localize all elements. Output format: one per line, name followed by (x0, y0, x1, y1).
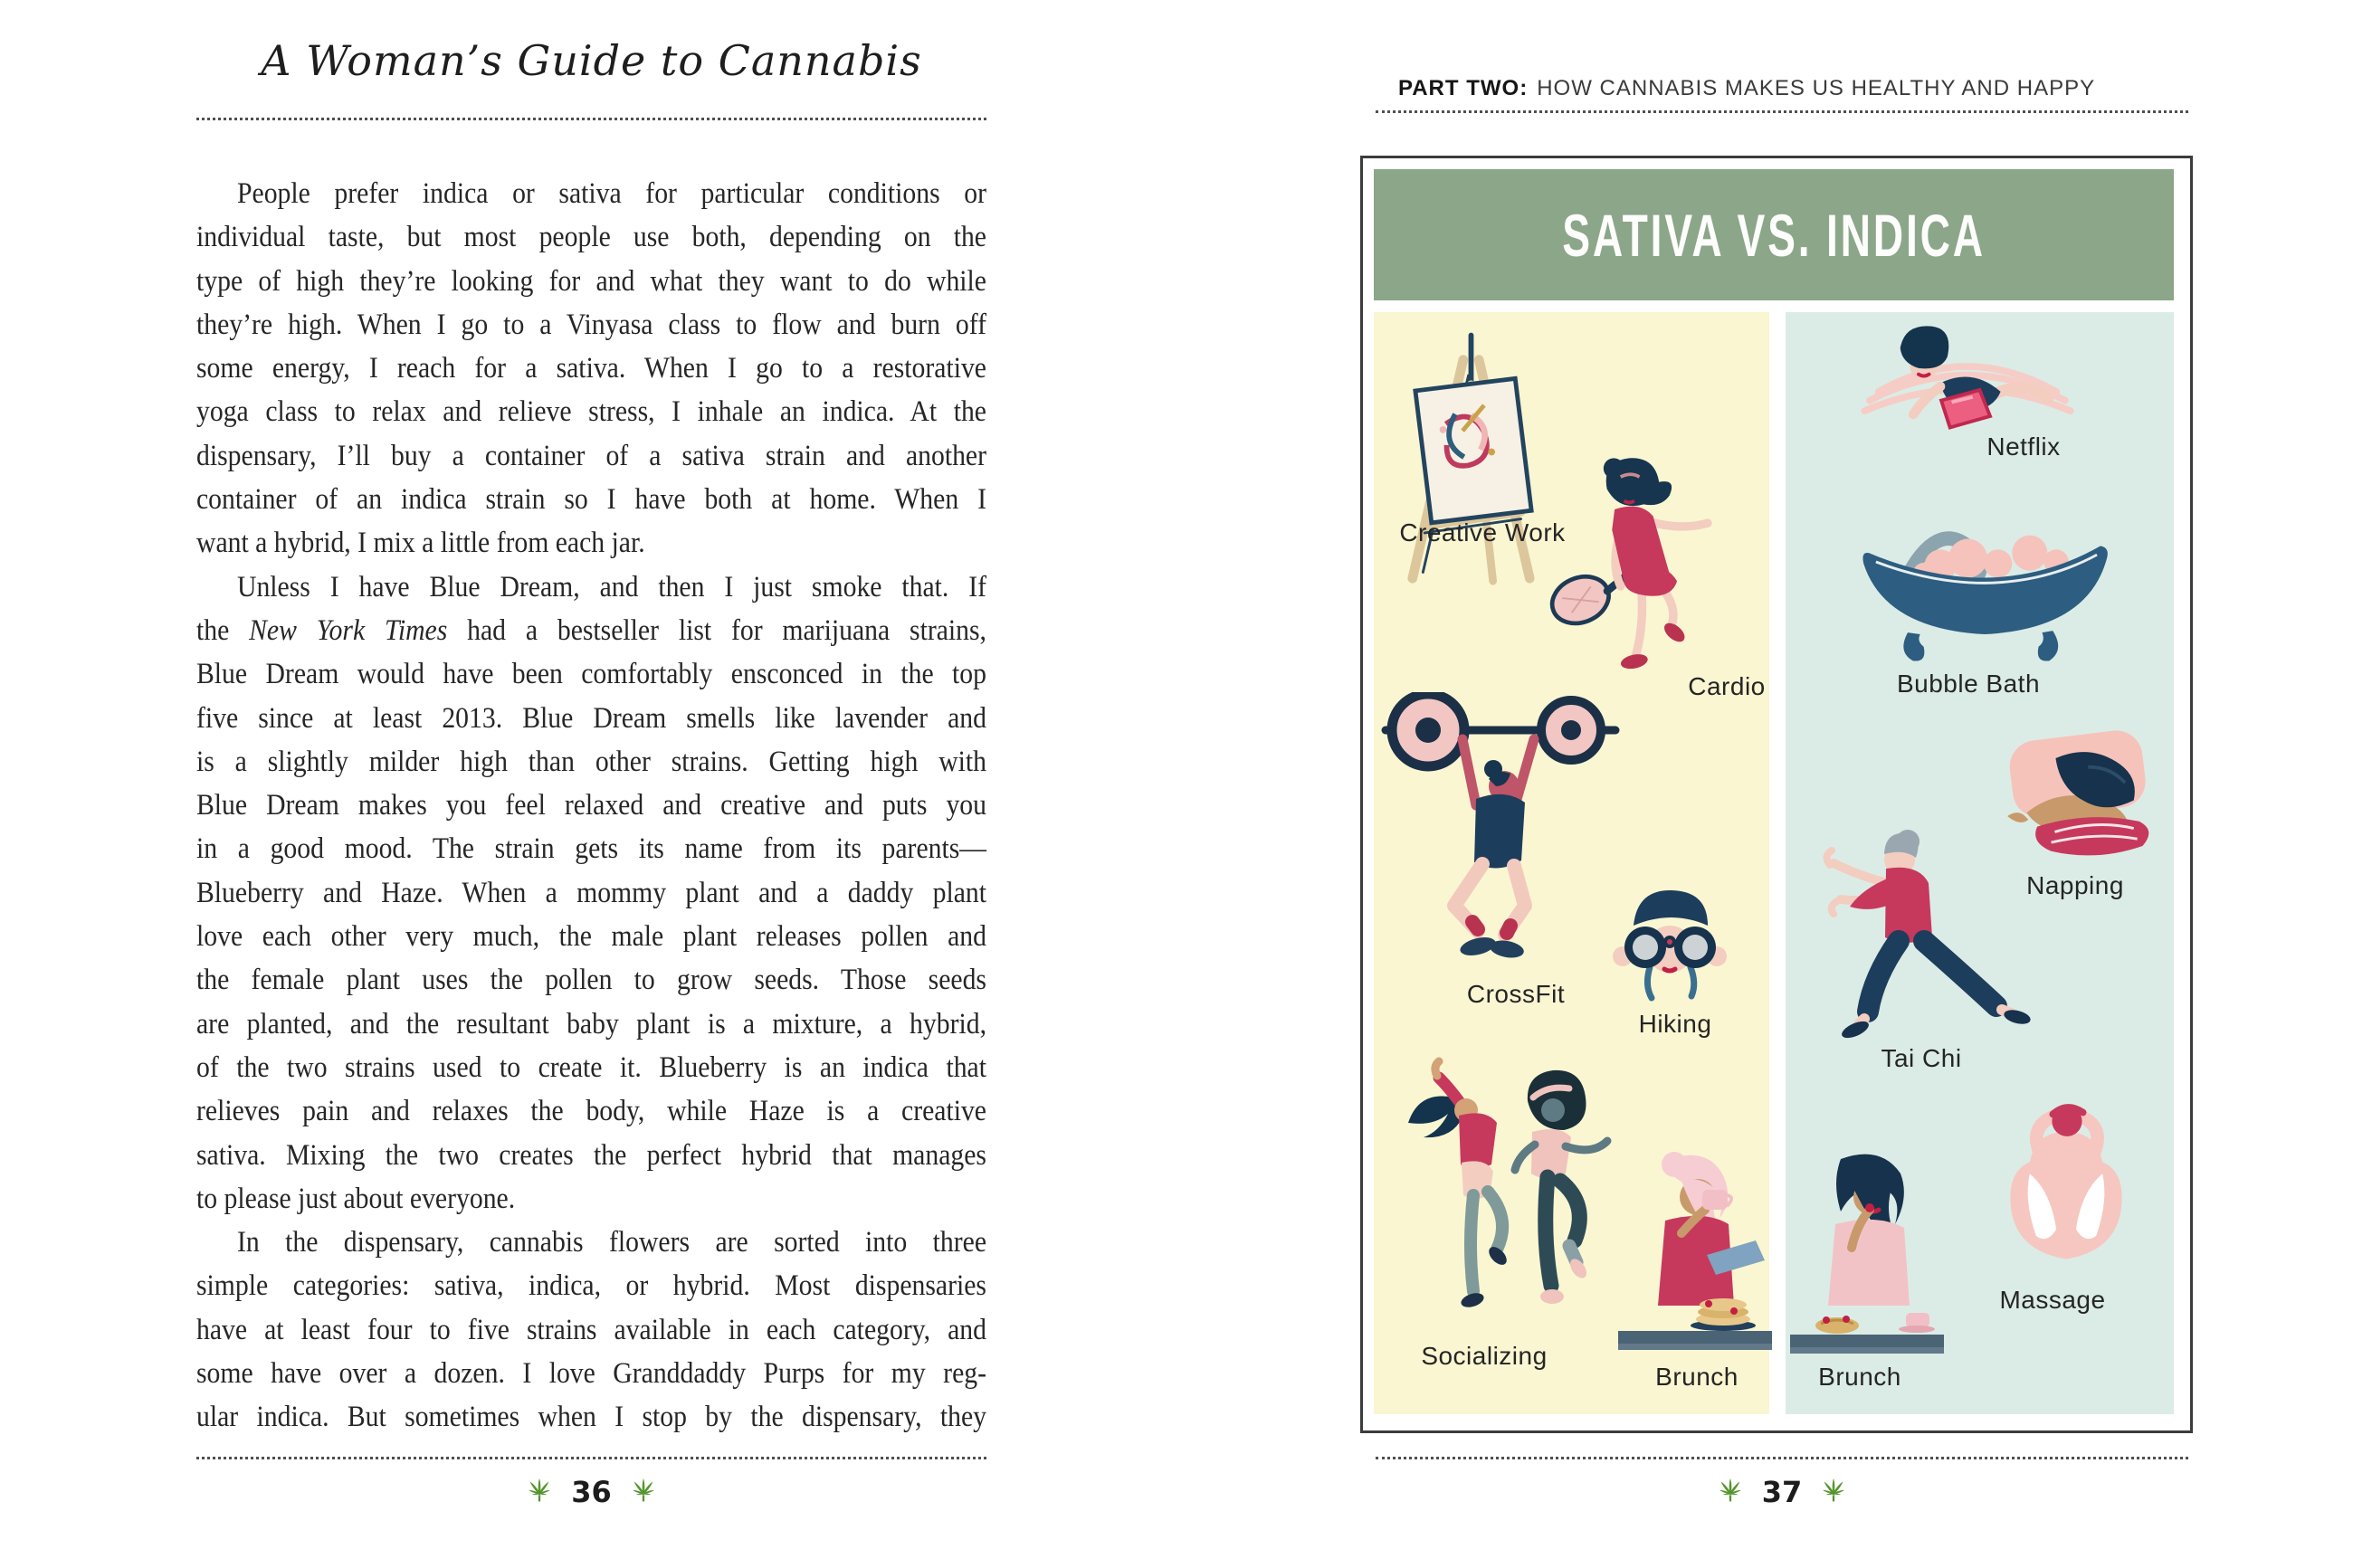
cardio-illustration (1537, 448, 1727, 679)
text-line: container of an indica strain so I have both at home. When I (196, 483, 986, 517)
text-line: the female plant uses the pollen to grow seeds. Those seeds (196, 964, 986, 997)
text-line: some have over a dozen. I love Granddaddy Purps for my reg- (196, 1357, 986, 1391)
body-text (196, 172, 986, 1440)
cardio-label: Cardio (1688, 672, 1766, 700)
left-page-number: 36 (571, 1475, 612, 1509)
cannabis-leaf-icon (1820, 1478, 1847, 1506)
text-line: love each other very much, the male plant releases pollen and (196, 920, 986, 954)
massage-label: Massage (1999, 1286, 2106, 1314)
text-line: some energy, I reach for a sativa. When I go to a restorative (196, 352, 986, 385)
text-line: of the two strains used to create it. Blueberry is an indica that (196, 1050, 986, 1084)
text-line: want a hybrid, I mix a little from each jar. (196, 527, 645, 560)
hiking-label: Hiking (1638, 1010, 1712, 1038)
netflix-label: Netflix (1986, 432, 2061, 461)
text-line: type of high they’re looking for and what they want to do while (196, 264, 986, 298)
brunch-indica-label: Brunch (1818, 1363, 1901, 1391)
socializing-label: Socializing (1421, 1342, 1548, 1370)
text-line: In the dispensary, cannabis flowers are sorted into three (237, 1226, 986, 1259)
text-line: dispensary, I’ll buy a container of a sativa strain and another (196, 439, 986, 472)
napping-label: Napping (2026, 871, 2124, 899)
text-line: Unless I have Blue Dream, and then I just smoke that. If (237, 570, 986, 603)
text-line: the New York Times had a bestseller list for marijuana strains, (196, 613, 986, 647)
brunch-sativa-label: Brunch (1655, 1363, 1739, 1391)
text-line: are planted, and the resultant baby plant is a mixture, a hybrid, (196, 1007, 986, 1041)
tai-chi-label: Tai Chi (1881, 1044, 1962, 1072)
infographic-columns (1374, 312, 2174, 1414)
part-label: PART TWO: (1398, 76, 1529, 100)
right-footer-rule (1376, 1457, 2188, 1459)
right-page-footer (1376, 1475, 2188, 1509)
text-line: sativa. Mixing the two creates the perfect hybrid that manages (196, 1138, 986, 1172)
left-page-footer (196, 1475, 986, 1509)
text-line: in a good mood. The strain gets its name from its parents— (196, 832, 986, 866)
text-line: relieves pain and relaxes the body, while Haze is a creative (196, 1095, 986, 1128)
right-running-head (1398, 76, 2213, 101)
right-page-number: 37 (1761, 1475, 1803, 1509)
text-line: Blue Dream makes you feel relaxed and creative and puts you (196, 789, 986, 822)
text-line: individual taste, but most people use both, depending on the (196, 221, 986, 254)
infographic (1360, 156, 2193, 1433)
hiking-illustration (1605, 882, 1736, 1004)
left-footer-rule (196, 1457, 986, 1459)
massage-illustration (1989, 1095, 2143, 1280)
text-line: they’re high. When I go to a Vinyasa class to flow and burn off (196, 308, 986, 341)
netflix-illustration (1853, 317, 2080, 439)
brunch-indica-illustration (1790, 1145, 1944, 1362)
text-line: Blueberry and Haze. When a mommy plant and a daddy plant (196, 876, 986, 909)
text-line: simple categories: sativa, indica, or hybrid. Most dispensaries (196, 1269, 986, 1303)
brunch-sativa-illustration (1618, 1145, 1772, 1362)
cannabis-leaf-icon (526, 1478, 553, 1506)
part-title: HOW CANNABIS MAKES US HEALTHY AND HAPPY (1537, 76, 2096, 100)
text-line: is a slightly milder high than other strains. Getting high with (196, 745, 986, 778)
text-line: People prefer indica or sativa for particular conditions or (237, 177, 986, 210)
left-header-rule (196, 118, 986, 120)
infographic-title: SATIVA VS. INDICA (1562, 201, 1986, 269)
crossfit-label: CrossFit (1466, 980, 1566, 1008)
text-line: ular indica. But sometimes when I stop by the dispensary, they (196, 1401, 986, 1434)
bubble-bath-label: Bubble Bath (1896, 670, 2041, 698)
cannabis-leaf-icon (630, 1478, 657, 1506)
bubble-bath-illustration (1853, 484, 2116, 674)
crossfit-illustration (1378, 692, 1623, 973)
left-running-head: A Woman’s Guide to Cannabis (261, 36, 922, 85)
infographic-banner (1374, 169, 2174, 300)
right-header-rule (1376, 110, 2188, 113)
text-line: Blue Dream would have been comfortably ensconced in the top (196, 658, 986, 691)
socializing-illustration (1383, 1045, 1627, 1335)
creative-work-label: Creative Work (1399, 518, 1566, 546)
tai-chi-illustration (1808, 814, 2034, 1041)
text-line: to please just about everyone. (196, 1182, 516, 1215)
cannabis-leaf-icon (1717, 1478, 1744, 1506)
text-line: have at least four to five strains available in each category, and (196, 1313, 986, 1346)
text-line: five since at least 2013. Blue Dream smells like lavender and (196, 701, 986, 735)
text-line: yoga class to relax and relieve stress, I inhale an indica. At the (196, 395, 986, 429)
